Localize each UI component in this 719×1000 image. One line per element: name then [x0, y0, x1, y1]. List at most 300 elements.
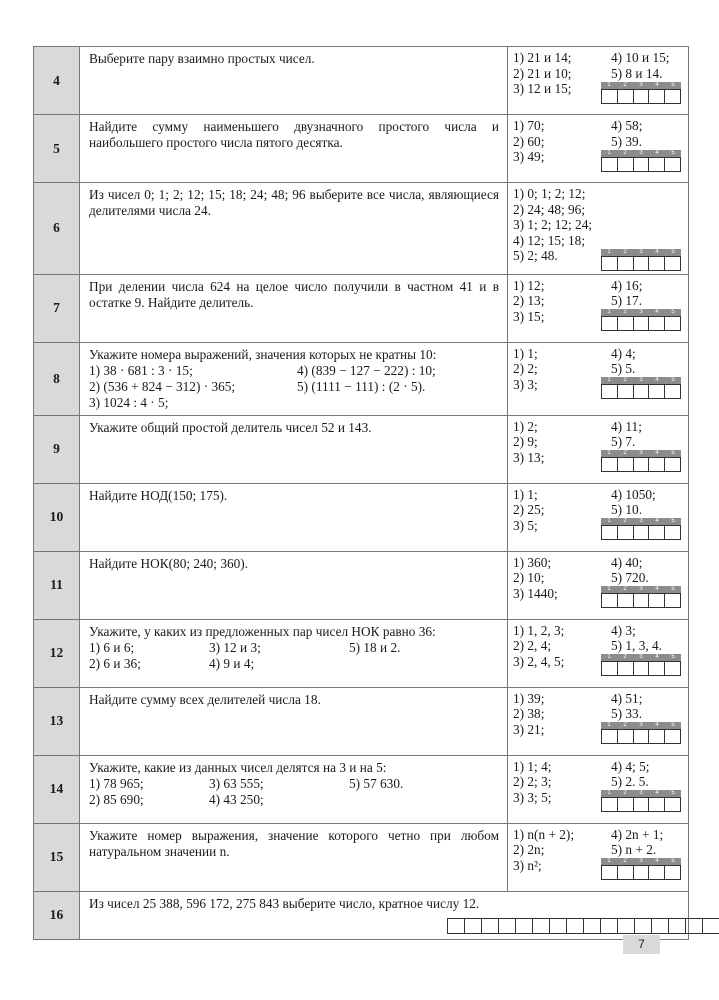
answer-cell[interactable]	[665, 729, 681, 744]
option-item: 3) 5;	[513, 517, 538, 533]
answer-cell[interactable]	[665, 157, 681, 172]
answer-box-number: 5	[671, 518, 675, 524]
answer-cell[interactable]	[634, 457, 650, 472]
answer-box-number: 4	[655, 149, 659, 156]
answer-box	[601, 377, 681, 399]
options-left-column	[513, 555, 611, 602]
task-number: 4	[34, 47, 80, 115]
answer-cell[interactable]	[602, 593, 618, 608]
option-item: 4) 51;	[611, 690, 643, 706]
tasks-table	[33, 46, 689, 940]
answer-box-number: 3	[639, 450, 643, 456]
answer-box-number: 3	[639, 790, 643, 796]
answer-box-number: 4	[655, 858, 659, 864]
option-item: 2) 21 и 10;	[513, 65, 572, 81]
number-list	[89, 640, 499, 672]
answer-box-number: 3	[639, 377, 643, 383]
expression-list	[89, 363, 499, 411]
option-item: 1) 1; 4;	[513, 758, 552, 774]
answer-cell[interactable]	[703, 918, 719, 934]
answer-options	[508, 551, 689, 619]
question-text: Найдите сумму наименьшего двузначного простого числа и наибольшего простого числа пятого десятка.	[89, 119, 499, 150]
question-text: При делении числа 624 на целое число получили в частном 41 и в остатке 9. Найдите делитель.	[89, 278, 499, 310]
answer-cell[interactable]	[618, 256, 634, 271]
answer-box-number: 3	[639, 149, 643, 156]
number-item: 5) 57 630.	[349, 775, 404, 791]
answer-box-number: 5	[671, 248, 675, 255]
task-row	[34, 183, 689, 275]
answer-box-number: 3	[639, 81, 643, 88]
question-text: Укажите номера выражений, значения которых не кратны 10:	[89, 346, 437, 362]
task-question	[80, 619, 508, 687]
answer-box-number: 1	[607, 654, 611, 660]
answer-cell[interactable]	[665, 256, 681, 271]
option-item: 5) 2. 5.	[611, 774, 649, 789]
answer-cell[interactable]	[635, 918, 652, 934]
task-question	[80, 47, 508, 115]
answer-box-number: 4	[655, 518, 659, 524]
answer-cell[interactable]	[649, 316, 665, 331]
answer-cell[interactable]	[665, 797, 681, 812]
answer-box-cells	[601, 865, 681, 880]
question-text: Из чисел 0; 1; 2; 12; 15; 18; 24; 48; 96 выберите все числа, являющиеся делителями числа 24.	[89, 187, 499, 218]
answer-box	[601, 858, 681, 880]
answer-box-number: 2	[623, 450, 627, 456]
option-item: 3) 49;	[513, 149, 545, 164]
option-item: 5) 10.	[611, 502, 643, 517]
answer-cell[interactable]	[602, 457, 618, 472]
answer-box-number: 5	[671, 858, 675, 864]
answer-cell[interactable]	[602, 89, 618, 104]
options-left-column	[513, 827, 611, 874]
option-item: 5) 720.	[611, 570, 649, 585]
answer-box-numbers	[601, 858, 681, 865]
number-item: 3) 63 555;	[209, 775, 264, 791]
answer-box-number: 4	[655, 722, 659, 728]
task-question	[80, 687, 508, 755]
answer-box-number: 2	[623, 377, 627, 383]
option-item: 4) 58;	[611, 118, 643, 133]
answer-cell[interactable]	[649, 661, 665, 676]
option-item: 2) 2; 3;	[513, 774, 552, 789]
answer-cell[interactable]	[665, 865, 681, 880]
option-item: 3) 13;	[513, 449, 545, 465]
option-item: 4) 40;	[611, 554, 643, 570]
answer-box	[601, 450, 681, 472]
answer-options	[508, 342, 689, 415]
answer-cell[interactable]	[618, 384, 634, 399]
task-question	[80, 551, 508, 619]
option-item: 2) 2n;	[513, 842, 545, 857]
tasks-table-body	[34, 47, 689, 940]
answer-box	[601, 518, 681, 540]
option-item: 4) 10 и 15;	[611, 50, 670, 65]
answer-cell[interactable]	[618, 661, 634, 676]
expression-item	[297, 395, 499, 411]
answer-box-number: 3	[639, 586, 643, 592]
answer-box	[601, 790, 681, 812]
answer-cell[interactable]	[634, 593, 650, 608]
answer-cell[interactable]	[516, 918, 533, 934]
answer-box-number: 4	[655, 377, 659, 383]
answer-box-number: 3	[639, 722, 643, 728]
task-row	[34, 755, 689, 823]
answer-cell[interactable]	[634, 256, 650, 271]
answer-box-numbers	[601, 450, 681, 457]
answer-input-row	[447, 918, 719, 934]
answer-box	[601, 309, 681, 331]
answer-cell[interactable]	[665, 89, 681, 104]
answer-box-cells	[601, 797, 681, 812]
task-question	[80, 755, 508, 823]
option-item: 1) 39;	[513, 690, 545, 706]
expression-item: 5) (1111 − 111) : (2 · 5).	[297, 378, 426, 394]
answer-box-numbers	[601, 82, 681, 89]
answer-box-cells	[601, 661, 681, 676]
answer-box-number: 2	[623, 309, 627, 315]
task-number: 13	[34, 687, 80, 755]
option-item: 1) 0; 1; 2; 12;	[513, 186, 586, 201]
answer-box-number: 2	[623, 654, 627, 660]
task-row	[34, 687, 689, 755]
number-list	[89, 776, 499, 808]
answer-box-number: 4	[655, 586, 659, 592]
option-item: 2) 9;	[513, 434, 538, 449]
answer-cell[interactable]	[649, 457, 665, 472]
task-number: 15	[34, 823, 80, 891]
answer-box	[601, 586, 681, 608]
answer-box	[601, 150, 681, 172]
answer-box-number: 2	[623, 586, 627, 592]
task-row	[34, 619, 689, 687]
answer-cell[interactable]	[602, 797, 618, 812]
option-item: 3) 1; 2; 12; 24;	[513, 217, 593, 232]
answer-box-number: 2	[623, 518, 627, 524]
option-item: 5) n + 2.	[611, 842, 657, 857]
options-left-column	[513, 487, 611, 534]
answer-options	[508, 483, 689, 551]
answer-box-number: 5	[671, 149, 675, 156]
answer-cell[interactable]	[618, 89, 634, 104]
answer-cell[interactable]	[649, 89, 665, 104]
answer-box-cells	[601, 157, 681, 172]
task-number: 9	[34, 415, 80, 483]
option-item: 3) 2, 4, 5;	[513, 653, 565, 669]
number-item: 1) 78 965;	[89, 775, 144, 791]
task-question	[80, 891, 689, 939]
option-item: 3) 3; 5;	[513, 789, 552, 805]
answer-cell[interactable]	[649, 729, 665, 744]
task-number: 8	[34, 342, 80, 415]
question-text: Из чисел 25 388, 596 172, 275 843 выберите число, кратное числу 12.	[89, 895, 480, 911]
answer-box-numbers	[601, 790, 681, 797]
option-item: 2) 60;	[513, 133, 545, 149]
task-row	[34, 115, 689, 183]
answer-box-number: 1	[607, 518, 611, 524]
task-row	[34, 891, 689, 939]
task-question	[80, 274, 508, 342]
answer-cell[interactable]	[649, 797, 665, 812]
answer-box-number: 4	[655, 450, 659, 456]
question-text: Найдите сумму всех делителей числа 18.	[89, 691, 321, 707]
answer-box-numbers	[601, 377, 681, 384]
answer-cell[interactable]	[618, 918, 635, 934]
answer-cell[interactable]	[602, 157, 618, 172]
option-item: 2) 13;	[513, 293, 545, 308]
answer-cell[interactable]	[618, 316, 634, 331]
answer-cell[interactable]	[665, 525, 681, 540]
answer-box-cells	[601, 316, 681, 331]
answer-box-number: 1	[607, 586, 611, 592]
options-left-column	[513, 691, 611, 738]
option-item: 1) 1;	[513, 486, 538, 502]
option-item: 5) 17.	[611, 293, 643, 308]
answer-box-number: 4	[655, 790, 659, 796]
number-item: 3) 12 и 3;	[209, 639, 261, 655]
option-item: 4) 11;	[611, 418, 642, 434]
option-item: 1) n(n + 2);	[513, 826, 575, 842]
question-text: Укажите, какие из данных чисел делятся на 3 и на 5:	[89, 759, 387, 775]
answer-box-number: 1	[607, 858, 611, 864]
option-item: 1) 2;	[513, 418, 538, 434]
option-item: 2) 24; 48; 96;	[513, 201, 586, 217]
answer-cell[interactable]	[601, 918, 618, 934]
number-item: 2) 6 и 36;	[89, 655, 141, 671]
expression-item: 4) (839 − 127 − 222) : 10;	[297, 362, 436, 378]
answer-cell[interactable]	[649, 157, 665, 172]
answer-cell[interactable]	[602, 661, 618, 676]
answer-cell[interactable]	[634, 525, 650, 540]
answer-box	[601, 82, 681, 104]
answer-cell[interactable]	[618, 797, 634, 812]
answer-options	[508, 115, 689, 183]
answer-box-number: 4	[655, 248, 659, 255]
answer-box-number: 1	[607, 722, 611, 728]
answer-cell[interactable]	[634, 661, 650, 676]
answer-cell[interactable]	[634, 89, 650, 104]
answer-cell[interactable]	[584, 918, 601, 934]
answer-box-number: 1	[607, 81, 611, 88]
options-left-column	[513, 419, 611, 466]
answer-cell[interactable]	[669, 918, 686, 934]
answer-box-cells	[601, 89, 681, 104]
answer-cell[interactable]	[649, 525, 665, 540]
answer-box-number: 5	[671, 586, 675, 592]
options-left-column	[513, 50, 611, 97]
option-item: 2) 25;	[513, 502, 545, 517]
answer-options	[508, 687, 689, 755]
question-text: Укажите общий простой делитель чисел 52 и 143.	[89, 419, 372, 435]
answer-box-number: 1	[607, 248, 611, 255]
answer-box-number: 2	[623, 722, 627, 728]
option-item: 4) 12; 15; 18;	[513, 232, 586, 248]
task-row	[34, 274, 689, 342]
expression-item: 2) (536 + 824 − 312) · 365;	[89, 378, 236, 394]
answer-box-number: 4	[655, 309, 659, 315]
answer-cell[interactable]	[618, 593, 634, 608]
task-question	[80, 483, 508, 551]
answer-box-number: 1	[607, 309, 611, 315]
answer-cell[interactable]	[665, 457, 681, 472]
answer-cell[interactable]	[602, 256, 618, 271]
answer-box-number: 5	[671, 81, 675, 88]
option-item: 4) 2n + 1;	[611, 826, 664, 842]
answer-box-number: 3	[639, 309, 643, 315]
answer-options	[508, 274, 689, 342]
answer-cell[interactable]	[686, 918, 703, 934]
task-number: 14	[34, 755, 80, 823]
answer-cell[interactable]	[618, 525, 634, 540]
answer-box-cells	[601, 593, 681, 608]
answer-box-number: 5	[671, 722, 675, 728]
answer-box-number: 4	[655, 654, 659, 660]
option-item: 1) 1;	[513, 345, 538, 361]
option-item: 4) 4;	[611, 345, 636, 361]
answer-cell[interactable]	[634, 157, 650, 172]
answer-box-numbers	[601, 309, 681, 316]
option-item: 5) 8 и 14.	[611, 65, 663, 81]
answer-cell[interactable]	[634, 729, 650, 744]
answer-box-numbers	[601, 518, 681, 525]
answer-cell[interactable]	[618, 457, 634, 472]
task-question	[80, 115, 508, 183]
answer-cell[interactable]	[649, 256, 665, 271]
expression-item: 3) 1024 : 4 · 5;	[89, 394, 169, 410]
answer-cell[interactable]	[665, 384, 681, 399]
answer-box-number: 5	[671, 377, 675, 383]
number-item: 5) 18 и 2.	[349, 639, 401, 655]
answer-box-number: 5	[671, 654, 675, 660]
answer-cell[interactable]	[499, 918, 516, 934]
answer-box-number: 3	[639, 248, 643, 255]
answer-cell[interactable]	[618, 865, 634, 880]
answer-box-number: 2	[623, 81, 627, 88]
answer-box-numbers	[601, 150, 681, 157]
question-text: Укажите, у каких из предложенных пар чисел НОК равно 36:	[89, 623, 436, 639]
task-number: 12	[34, 619, 80, 687]
answer-cell[interactable]	[448, 918, 465, 934]
answer-cell[interactable]	[602, 525, 618, 540]
answer-box-cells	[601, 256, 681, 271]
expression-item: 1) 38 · 681 : 3 · 15;	[89, 362, 193, 378]
answer-box-numbers	[601, 249, 681, 256]
answer-box-number: 5	[671, 309, 675, 315]
task-number: 10	[34, 483, 80, 551]
option-item: 5) 7.	[611, 434, 636, 449]
question-text: Укажите номер выражения, значение которого четно при любом натуральном значении n.	[89, 827, 499, 859]
number-item: 1) 6 и 6;	[89, 639, 135, 655]
answer-cell[interactable]	[634, 865, 650, 880]
task-question	[80, 823, 508, 891]
option-item: 4) 16;	[611, 277, 643, 293]
options-left-column	[513, 346, 611, 393]
number-item	[349, 792, 469, 808]
answer-cell[interactable]	[602, 865, 618, 880]
answer-cell[interactable]	[567, 918, 584, 934]
task-question	[80, 183, 508, 275]
answer-box-cells	[601, 525, 681, 540]
answer-cell[interactable]	[634, 797, 650, 812]
option-item: 3) 12 и 15;	[513, 81, 572, 96]
answer-cell[interactable]	[618, 157, 634, 172]
answer-cell[interactable]	[634, 316, 650, 331]
answer-box-cells	[601, 384, 681, 399]
option-item: 4) 3;	[611, 622, 636, 638]
answer-box-number: 1	[607, 790, 611, 796]
answer-box-number: 2	[623, 248, 627, 255]
answer-cell[interactable]	[649, 865, 665, 880]
option-item: 1) 360;	[513, 554, 552, 570]
option-item: 4) 1050;	[611, 486, 656, 502]
answer-box-number: 3	[639, 654, 643, 660]
answer-box-number: 4	[655, 81, 659, 88]
option-item: 2) 2, 4;	[513, 638, 552, 653]
answer-cell[interactable]	[602, 384, 618, 399]
options-left-column	[513, 186, 611, 264]
answer-box	[601, 722, 681, 744]
question-text: Найдите НОД(150; 175).	[89, 487, 228, 503]
answer-box-numbers	[601, 654, 681, 661]
options-left-column	[513, 623, 611, 670]
answer-cell[interactable]	[602, 729, 618, 744]
option-item: 5) 5.	[611, 361, 636, 376]
answer-box-number: 1	[607, 450, 611, 456]
task-sheet	[33, 46, 675, 940]
question-text: Выберите пару взаимно простых чисел.	[89, 51, 315, 66]
page-number: 7	[623, 935, 660, 954]
answer-cell[interactable]	[465, 918, 482, 934]
answer-box-number: 5	[671, 790, 675, 796]
answer-cell[interactable]	[634, 384, 650, 399]
answer-cell[interactable]	[652, 918, 669, 934]
answer-box-cells	[601, 729, 681, 744]
number-item	[349, 656, 469, 672]
answer-cell[interactable]	[665, 593, 681, 608]
task-number: 5	[34, 115, 80, 183]
answer-box-number: 2	[623, 149, 627, 156]
answer-options	[508, 619, 689, 687]
options-left-column	[513, 118, 611, 165]
task-number: 11	[34, 551, 80, 619]
question-text: Найдите НОК(80; 240; 360).	[89, 555, 249, 571]
answer-cell[interactable]	[550, 918, 567, 934]
answer-box-number: 1	[607, 149, 611, 156]
answer-cell[interactable]	[649, 593, 665, 608]
answer-cell[interactable]	[618, 729, 634, 744]
task-question	[80, 415, 508, 483]
option-item: 3) n²;	[513, 857, 542, 873]
answer-cell[interactable]	[665, 661, 681, 676]
answer-cell[interactable]	[482, 918, 499, 934]
answer-box-number: 1	[607, 377, 611, 383]
option-item: 1) 1, 2, 3;	[513, 622, 565, 638]
answer-box-number: 2	[623, 858, 627, 864]
answer-cell[interactable]	[665, 316, 681, 331]
answer-cell[interactable]	[602, 316, 618, 331]
answer-box-number: 3	[639, 858, 643, 864]
answer-cell[interactable]	[533, 918, 550, 934]
option-item: 3) 1440;	[513, 585, 558, 601]
option-item: 1) 70;	[513, 118, 545, 133]
option-item: 2) 38;	[513, 706, 545, 721]
answer-box-number: 3	[639, 518, 643, 524]
task-number: 16	[34, 891, 80, 939]
answer-options	[508, 47, 689, 115]
task-number: 6	[34, 183, 80, 275]
answer-cell[interactable]	[649, 384, 665, 399]
answer-box-number: 5	[671, 450, 675, 456]
option-item: 2) 2;	[513, 361, 538, 376]
